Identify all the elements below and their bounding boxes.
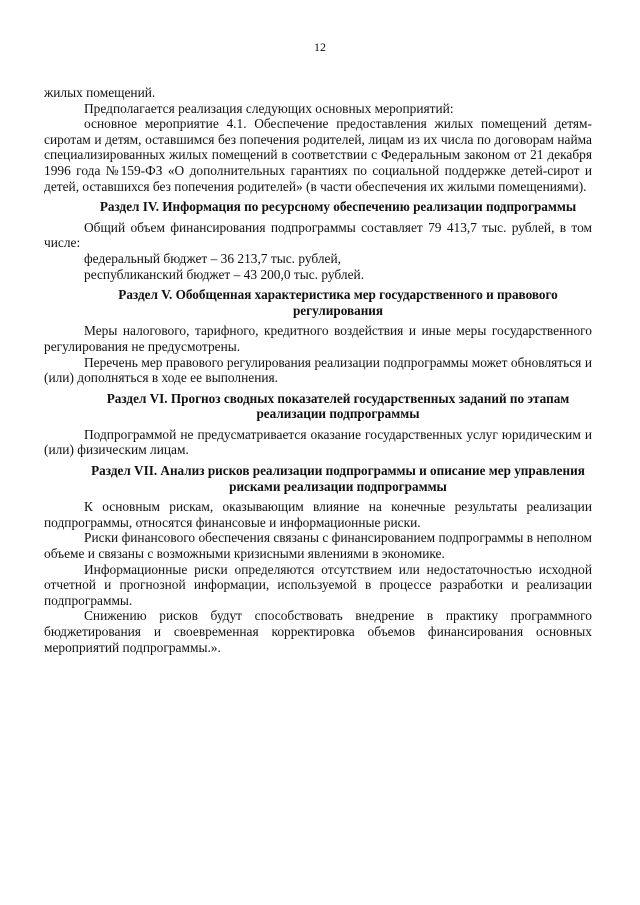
paragraph: Меры налогового, тарифного, кредитного воздействия и иные меры государственного регулирования не предусмотрены. [44, 323, 592, 354]
paragraph: Подпрограммой не предусматривается оказание государственных услуг юридическим и (или) физическим лицам. [44, 426, 592, 458]
paragraph: Перечень мер правового регулирования реализации подпрограммы может обновляться и (или) дополняться в ходе ее выполнения. [44, 354, 592, 386]
paragraph: жилых помещений. [44, 85, 156, 100]
section-heading-vii: Раздел VII. Анализ рисков реализации подпрограммы и описание мер управления рисками реализации подпрограммы [91, 463, 585, 494]
paragraph-measure-4-1: основное мероприятие 4.1. Обеспечение предоставления жилых помещений детям-сиротам и детям, оставшимся без попечения родителей, лицам из их числа по договорам найма специализированных жилых помещений в соответствии с Федеральным законом от 21 декабря 1996 года №159-ФЗ «О дополнительных гарантиях по социальной поддержке детей-сирот и детей, оставшихся без попечения родителей» (в части обеспечения их жилыми помещениями). [44, 116, 592, 194]
page-number: 12 [314, 40, 326, 54]
section-heading-vi: Раздел VI. Прогноз сводных показателей государственных заданий по этапам реализации подпрограммы [106, 390, 570, 422]
paragraph: Предполагается реализация следующих основных мероприятий: [84, 100, 454, 116]
section-heading-iv: Раздел IV. Информация по ресурсному обеспечению реализации подпрограммы [99, 199, 577, 215]
paragraph: К основным рискам, оказывающим влияние на конечные результаты реализации подпрограммы, относятся финансовые и информационные риски. [44, 499, 592, 530]
paragraph: Снижению рисков будут способствовать внедрение в практику программного бюджетирования и своевременная корректировка объемов финансирования основных мероприятий подпрограммы.». [44, 608, 592, 655]
paragraph-republican-budget: республиканский бюджет – 43 200,0 тыс. рублей. [84, 266, 365, 282]
paragraph: Риски финансового обеспечения связаны с финансированием подпрограммы в неполном объеме и связаны с возможными кризисными явлениями в экономике. [44, 530, 592, 562]
paragraph: Информационные риски определяются отсутствием или недостаточностью исходной отчетной и прогнозной информации, используемой в процессе разработки и реализации подпрограммы. [44, 561, 592, 608]
paragraph-federal-budget: федеральный бюджет – 36 213,7 тыс. рублей, [84, 250, 341, 266]
document-body [44, 85, 592, 655]
section-heading-v: Раздел V. Обобщенная характеристика мер государственного и правового регулирования [118, 287, 558, 318]
paragraph-funding-total: Общий объем финансирования подпрограммы составляет 79 413,7 тыс. рублей, в том числе: [44, 219, 592, 251]
